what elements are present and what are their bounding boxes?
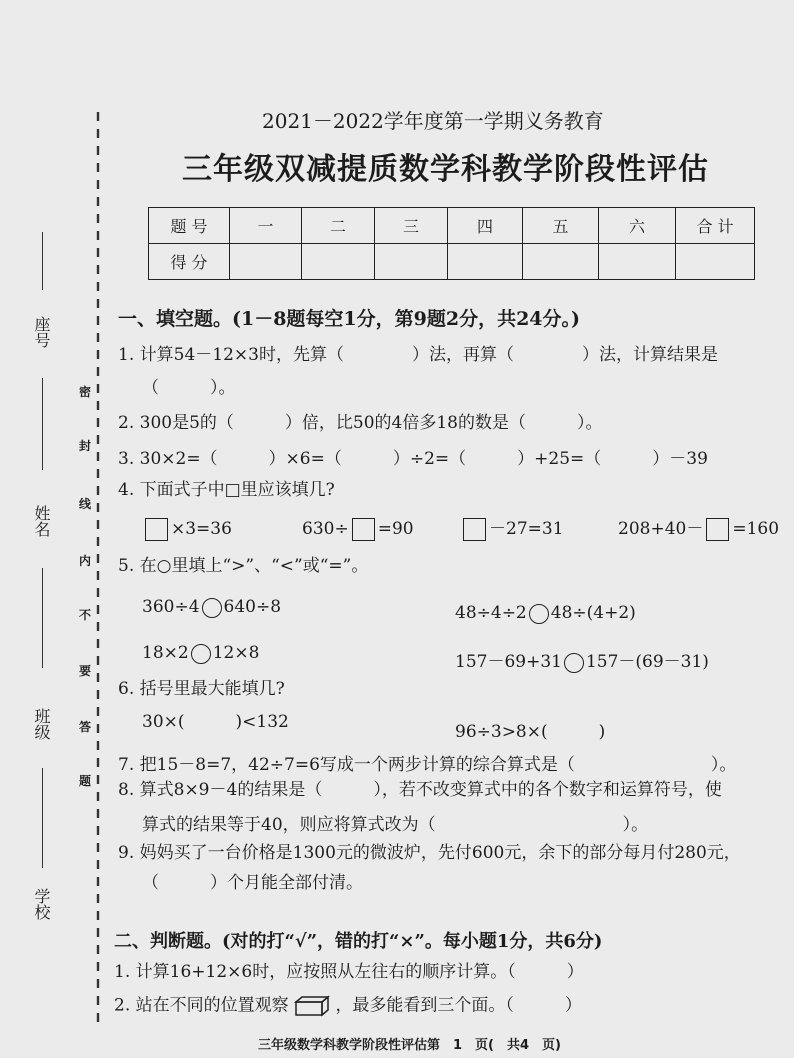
school-label: 学校 bbox=[32, 888, 51, 920]
q5-right: 12×8 bbox=[212, 643, 260, 663]
q8-line1: 8. 算式8×9－4的结果是（ ），若不改变算式中的各个数字和运算符号，使 bbox=[118, 780, 722, 800]
q4-item-1 bbox=[142, 518, 232, 541]
q5-left: 360÷4 bbox=[142, 597, 200, 617]
score-cell[interactable] bbox=[302, 244, 375, 280]
q9-line1: 9. 妈妈买了一台价格是1300元的微波炉，先付600元，余下的部分每月付280元， bbox=[118, 843, 741, 863]
score-header-cell: 三 bbox=[375, 208, 448, 244]
q6-item-2: 96÷3>8×( ) bbox=[455, 722, 606, 742]
q6-item-1: 30×( )<132 bbox=[142, 712, 289, 732]
q7: 7. 把15－8=7，42÷7=6写成一个两步计算的综合算式是（ ）。 bbox=[118, 755, 737, 775]
q5: 5. 在○里填上“>”、“<”或“=”。 bbox=[118, 556, 369, 576]
score-cell[interactable] bbox=[448, 244, 523, 280]
score-cell[interactable] bbox=[676, 244, 755, 280]
q5-left: 48÷4÷2 bbox=[455, 603, 527, 623]
q5-right: 640÷8 bbox=[223, 597, 282, 617]
seal-char: 要 bbox=[76, 662, 94, 680]
score-cell[interactable] bbox=[523, 244, 599, 280]
score-table-header-row bbox=[149, 208, 755, 244]
score-header-cell: 二 bbox=[302, 208, 375, 244]
q3: 3. 30×2=（ ）×6=（ ）÷2=（ ）+25=（ ）－39 bbox=[118, 449, 708, 469]
q2: 2. 300是5的（ ）倍，比50的4倍多18的数是（ ）。 bbox=[118, 413, 603, 433]
score-header-cell: 四 bbox=[448, 208, 523, 244]
q1-line2: （ ）。 bbox=[142, 378, 236, 398]
page-footer: 三年级数学科教学阶段性评估第 1 页( 共4 页) bbox=[258, 1038, 561, 1053]
q1-line1: 1. 计算54－12×3时，先算（ ）法，再算（ ）法，计算结果是 bbox=[118, 345, 718, 365]
header-line1: 2021－2022学年度第一学期义务教育 bbox=[262, 109, 604, 133]
name-label: 姓名 bbox=[32, 505, 51, 537]
seal-char: 答 bbox=[76, 718, 94, 736]
s2-q1: 1. 计算16+12×6时，应按照从左往右的顺序计算。（ ） bbox=[114, 962, 584, 982]
q6: 6. 括号里最大能填几? bbox=[118, 679, 285, 699]
seal-char: 线 bbox=[76, 495, 94, 513]
q4-text: =90 bbox=[377, 519, 414, 539]
name-line bbox=[42, 378, 43, 470]
q4-text: 208+40－ bbox=[618, 519, 704, 539]
compare-circle[interactable] bbox=[191, 644, 211, 664]
cuboid-icon bbox=[294, 995, 330, 1017]
page-title: 三年级双减提质数学科教学阶段性评估 bbox=[182, 152, 709, 187]
seal-char: 封 bbox=[76, 437, 94, 455]
score-cell[interactable] bbox=[230, 244, 302, 280]
q4-item-2 bbox=[302, 518, 414, 541]
class-label: 班级 bbox=[32, 708, 51, 740]
answer-box[interactable] bbox=[706, 518, 729, 541]
answer-box[interactable] bbox=[145, 518, 168, 541]
compare-circle[interactable] bbox=[529, 604, 549, 624]
score-row-label: 得 分 bbox=[149, 244, 230, 280]
section2-heading: 二、判断题。(对的打“√”，错的打“×”。每小题1分，共6分) bbox=[114, 931, 603, 952]
score-cell[interactable] bbox=[375, 244, 448, 280]
s2-q2-text: 2. 站在不同的位置观察 bbox=[114, 995, 289, 1016]
answer-box[interactable] bbox=[352, 518, 375, 541]
q4-item-4 bbox=[618, 518, 779, 541]
compare-circle[interactable] bbox=[564, 653, 584, 673]
q9-line2: （ ）个月能全部付清。 bbox=[142, 873, 363, 893]
q5-item-1 bbox=[142, 597, 281, 618]
seal-char: 题 bbox=[76, 772, 94, 790]
seal-char: 内 bbox=[76, 552, 94, 570]
q5-item-3 bbox=[142, 643, 259, 664]
class-line bbox=[42, 568, 43, 668]
score-table-score-row bbox=[149, 244, 755, 280]
score-header-cell: 六 bbox=[599, 208, 676, 244]
q8-line2: 算式的结果等于40，则应将算式改为（ ）。 bbox=[142, 815, 649, 835]
q4-text: ×3=36 bbox=[171, 519, 232, 539]
q4-item-3 bbox=[460, 518, 564, 541]
q5-right: 48÷(4+2) bbox=[550, 603, 636, 623]
q5-item-2 bbox=[455, 603, 636, 624]
score-table bbox=[148, 207, 755, 280]
score-cell[interactable] bbox=[599, 244, 676, 280]
q5-right: 157－(69－31) bbox=[585, 652, 709, 672]
s2-q2-text: ，最多能看到三个面。（ ） bbox=[335, 995, 582, 1016]
answer-box[interactable] bbox=[463, 518, 486, 541]
s2-q2 bbox=[114, 995, 582, 1017]
seal-char: 密 bbox=[76, 383, 94, 401]
seal-char: 不 bbox=[76, 606, 94, 624]
score-header-cell: 一 bbox=[230, 208, 302, 244]
seat-line bbox=[42, 232, 43, 290]
compare-circle[interactable] bbox=[202, 598, 222, 618]
q5-left: 157－69+31 bbox=[455, 652, 562, 672]
q4-text: －27=31 bbox=[489, 519, 564, 539]
section1-heading: 一、填空题。(1－8题每空1分，第9题2分，共24分。) bbox=[118, 308, 581, 330]
score-header-cell: 五 bbox=[523, 208, 599, 244]
q5-item-4 bbox=[455, 652, 709, 673]
q4: 4. 下面式子中□里应该填几? bbox=[118, 480, 335, 500]
seat-label: 座号 bbox=[32, 316, 51, 348]
q4-text: 630÷ bbox=[302, 519, 349, 539]
school-line bbox=[42, 768, 43, 868]
score-header-cell: 题 号 bbox=[149, 208, 230, 244]
score-header-cell: 合 计 bbox=[676, 208, 755, 244]
q4-text: =160 bbox=[732, 519, 780, 539]
q5-left: 18×2 bbox=[142, 643, 189, 663]
